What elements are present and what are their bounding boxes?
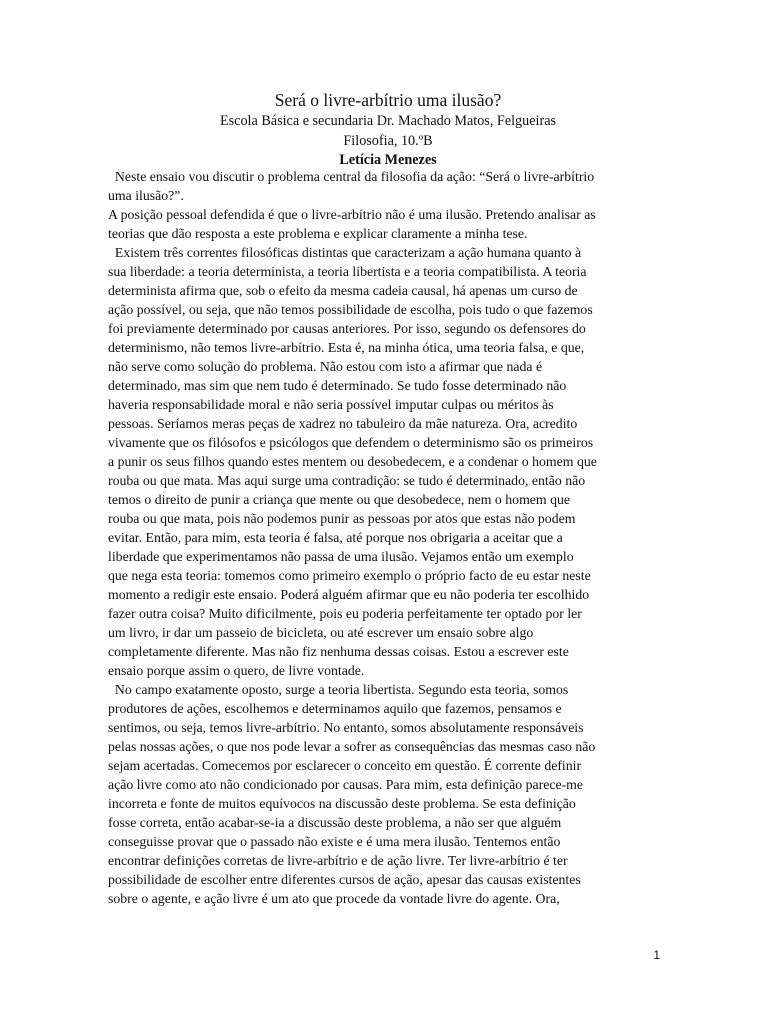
- text-line: sobre o agente, e ação livre é um ato que procede da vontade livre do agente. Ora,: [108, 891, 560, 906]
- text-line: fazer outra coisa? Muito dificilmente, pois eu poderia perfeitamente ter optado por ler: [108, 606, 582, 621]
- text-line: determinista afirma que, sob o efeito da mesma cadeia causal, há apenas um curso de: [108, 283, 578, 298]
- text-line: No campo exatamente oposto, surge a teoria libertista. Segundo esta teoria, somos: [108, 682, 569, 697]
- text-line: sua liberdade: a teoria determinista, a teoria libertista e a teoria compatibilista. A teoria: [108, 264, 587, 279]
- text-line: uma ilusão?”.: [108, 188, 184, 203]
- text-line: teorias que dão resposta a este problema e explicar claramente a minha tese.: [108, 226, 528, 241]
- text-line: um livro, ir dar um passeio de bicicleta, ou até escrever um ensaio sobre algo: [108, 625, 534, 640]
- page-number: 1: [653, 948, 660, 962]
- document-title: Será o livre-arbítrio uma ilusão?: [274, 90, 502, 110]
- text-line: sentimos, ou seja, temos livre-arbítrio. No entanto, somos absolutamente responsáveis: [108, 720, 584, 735]
- text-line: Existem três correntes filosóficas distintas que caracterizam a ação humana quanto à: [108, 245, 582, 260]
- text-line: haveria responsabilidade moral e não seria possível imputar culpas ou méritos às: [108, 397, 554, 412]
- text-line: que nega esta teoria: tomemos como primeiro exemplo o próprio facto de eu estar neste: [108, 568, 591, 583]
- text-line: incorreta e fonte de muitos equívocos na discussão deste problema. Se esta definição: [108, 796, 576, 811]
- text-line: Neste ensaio vou discutir o problema central da filosofia da ação: “Será o livre-arbítrio: [108, 169, 595, 184]
- text-line: ação possível, ou seja, que não temos possibilidade de escolha, pois tudo o que fazemos: [108, 302, 593, 317]
- text-line: não serve como solução do problema. Não estou com isto a afirmar que nada é: [108, 359, 543, 374]
- text-line: determinado, mas sim que nem tudo é determinado. Se tudo fosse determinado não: [108, 378, 567, 393]
- text-line: vivamente que os filósofos e psicólogos que defendem o determinismo são os primeiros: [108, 435, 594, 450]
- text-line: completamente diferente. Mas não fiz nenhuma dessas coisas. Estou a escrever este: [108, 644, 569, 659]
- school-name: Escola Básica e secundaria Dr. Machado Matos, Felgueiras: [219, 113, 557, 129]
- text-line: encontrar definições corretas de livre-arbítrio e de ação livre. Ter livre-arbítrio é ter: [108, 853, 568, 868]
- text-line: sejam acertadas. Comecemos por esclarecer o conceito em questão. É corrente definir: [108, 758, 582, 773]
- text-line: determinismo, não temos livre-arbítrio. Esta é, na minha ótica, uma teoria falsa, e que,: [108, 340, 585, 355]
- text-line: fosse correta, então acabar-se-ia a discussão deste problema, a não ser que alguém: [108, 815, 562, 830]
- author-name: Letícia Menezes: [339, 152, 437, 168]
- document-header: [108, 88, 668, 171]
- text-line: pelas nossas ações, o que nos pode levar a sofrer as consequências das mesmas caso não: [108, 739, 596, 754]
- text-line: temos o direito de punir a criança que mente ou que desobedece, nem o homem que: [108, 492, 571, 507]
- text-line: ação livre como ato não condicionado por causas. Para mim, esta definição parece-me: [108, 777, 584, 792]
- text-line: momento a redigir este ensaio. Poderá alguém afirmar que eu não poderia ter escolhido: [108, 587, 590, 602]
- text-line: possibilidade de escolher entre diferentes cursos de ação, apesar das causas existentes: [108, 872, 581, 887]
- text-line: A posição pessoal defendida é que o livre-arbítrio não é uma ilusão. Pretendo analisar as: [108, 207, 596, 222]
- essay-body: [108, 167, 668, 908]
- text-line: conseguisse provar que o passado não existe e é uma mera ilusão. Tentemos então: [108, 834, 561, 849]
- class-name: Filosofia, 10.ºB: [343, 132, 433, 149]
- text-line: evitar. Então, para mim, esta teoria é falsa, até porque nos obrigaria a aceitar que a: [108, 530, 563, 545]
- text-line: foi previamente determinado por causas anteriores. Por isso, segundo os defensores do: [108, 321, 586, 336]
- text-line: liberdade que experimentamos não passa de uma ilusão. Vejamos então um exemplo: [108, 549, 574, 564]
- text-line: ensaio porque assim o quero, de livre vontade.: [108, 663, 365, 678]
- text-line: produtores de ações, escolhemos e determinamos aquilo que fazemos, pensamos e: [108, 701, 562, 716]
- text-line: pessoas. Seríamos meras peças de xadrez no tabuleiro da mãe natureza. Ora, acredito: [108, 416, 578, 431]
- text-line: a punir os seus filhos quando estes mentem ou desobedecem, e a condenar o homem que: [108, 454, 597, 469]
- text-line: rouba ou que mata. Mas aqui surge uma contradição: se tudo é determinado, então não: [108, 473, 586, 488]
- text-line: rouba ou que mata, pois não podemos punir as pessoas por atos que estas não podem: [108, 511, 576, 526]
